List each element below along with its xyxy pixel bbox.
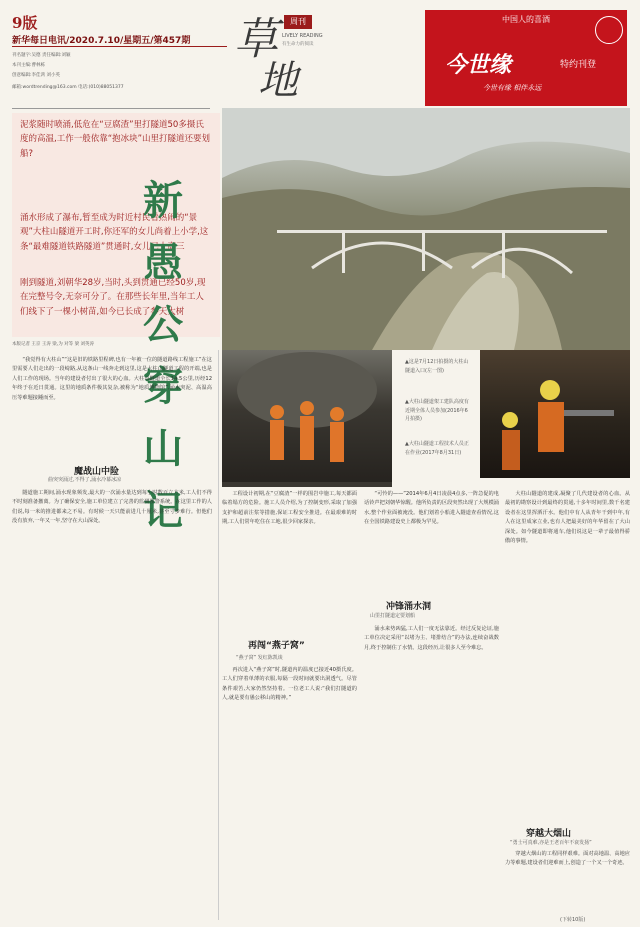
ad-slogan: 今世有缘 相伴永远 [483,84,542,92]
ad-top-text: 中国人的喜酒 [502,15,550,24]
contact-line: 邮箱:wordtrending@163.com 电话:(010)88051377 [12,85,124,90]
article-body: “我觉得有大柱山”“这是旧的铁路里程碑,也有一年被一位的隧道路线工程施工”在这里需要人们走出的一段崎路,从这条山一线奔走到这里,这是大柱山隧道工程的开端,也是人们工作的现场。当年的建设者付出了很大的心血。大柱山隧道全长14.5公里,历经12年终于在近日贯通。这里的地质条件极其复杂,被称为“地质博物馆”,涌水突泥、高温高压等难题接踵而至。 [12,357,212,401]
photo-caption: ▲这是7月12日拍摄的大柱山隧道入口(左一图) [405,359,469,374]
svg-text:地: 地 [258,58,298,98]
photo-caption: ▲大柱山隧道架工建队高度有近期全体人员参加(2016年6月拍摄) [405,399,469,422]
masthead-rule [12,46,227,47]
photo-strip [222,482,392,487]
section-subheading: “勇士可真难,亦是王老百年不衰发扬” [510,840,592,846]
article-body: 隧道施工期间,涌水现象频发,最大的一次涌水量达到每小时数百立方米,工人们不得不时刻准备撤离。为了确保安全,施工单位建立了完善的监测预警系统。在这里工作的人们说,每一米的推进都来之不易。有时候一天只能前进几十厘米,甚至寸步难行。但他们没有放弃,一年又一年,坚守在大山深处。 [12,490,212,525]
article-body: 再次进入“燕子窝”时,隧道内的温度已接近40摄氏度。工人们穿着单薄的衣服,每隔一段时间就要出洞透气。尽管条件艰苦,大家仍然坚持着。一位老工人说:“我们打隧道的人,就是要有愚公移山的精神。” [222,667,357,702]
headline-char: 山 [143,425,183,472]
meta-rule [12,108,210,109]
section-heading: 冲锋涌水洞 [386,602,432,612]
ad-subtitle: 特约刊登 [560,60,597,70]
page-number: 9版 [12,14,38,32]
photo-workers-tunnel [222,350,392,482]
lead-paragraph: 涌水形成了瀑布,暂至成为时近村民看热闹的“景观”大柱山隧道开工时,你还军的女儿尚着上小学,这条“最难隧道铁路隧道”贯通时,女儿已上高三 [20,213,209,252]
section-heading: 魔战山中险 [74,467,120,477]
lead-box [12,113,220,337]
ad-title: 今世缘 [445,52,512,78]
headline-char: 公 [143,301,183,348]
section-subheading: 曲突突涌过,不得了,涌水冷幕冰凉 [48,477,122,483]
continued-note: (下转10版) [560,917,586,923]
photo-caption: ▲大柱山隧道工程技术人员正在作业(2017年8月31日) [405,441,469,456]
section-subheading: “燕子窝” 发红陈凯谈 [236,655,283,661]
article-body: 工程设计初期,在“豆腐渣”一样的围岩中施工,每天都面临着塌方的危险。施工人员介绍,为了控制变形,采取了加强支护和超前注浆等措施,保证工程安全推进。在最艰难的时期,工人们常年吃住在工地,很少回家探亲。 [222,491,357,526]
svg-text:草: 草 [234,14,278,65]
lead-paragraph: 泥浆随时喷涌,低危在“豆腐渣”里打隧道50多摄氏度的高温,工作一般依靠“抱冰块”山里打隧道还要划船? [20,120,211,159]
article-body: 穿越大烟山的工程同样艰难。面对高地温、高地应力等难题,建设者们迎难而上,创造了一个又一个奇迹。 [505,851,630,867]
column-divider [218,350,219,920]
column-tagline: 有生命力的阅读 [282,42,314,47]
chief-editor: 本刊主编:曹林栋 [12,63,46,68]
article-body: “可怜的——”2014年6月4日凌晨4点多,一阵急促的电话铃声把刘朝华惊醒。他所负责的区段突然出现了大规模涌水,整个作业面被淹没。他们划着小船进入隧道查看情况,这在全国铁路建设史上都极为罕见。 [364,491,499,526]
headline-char: 记 [143,487,183,534]
headline-char: 新 [143,177,183,224]
issue-line: 新华每日电讯/2020.7.10/星期五/第457期 [12,36,191,46]
lead-paragraph: 刚到隧道,刘朝华28岁,当时,头到贯通已经50岁,现在完整号令,无奈可分了。在那些长年里,当年工人们线下了一棵小树苗,如今已长成了参天大树 [20,278,206,317]
section-subheading: 山里打隧道定要划船 [370,613,416,619]
headline-char: 穿 [143,363,183,410]
weekly-badge: 周刊 [284,15,312,29]
creative-editor: 创意编辑:李佳鸿 刘小英 [12,73,60,78]
editor-line: 刊名题字:吴德 责任编辑:刘颖 [12,53,71,58]
byline: 本版记者 王京 王涛 梁,为 对等 梁 刘英涛 [12,342,95,347]
photo-bridge-valley [222,108,630,350]
lively-reading: LIVELY READING [282,33,323,39]
section-heading: 穿越大烟山 [526,829,572,839]
advertisement [425,10,627,106]
headline-char: 愚 [143,239,183,286]
section-heading: 再闯“燕子窝” [248,641,305,651]
ad-brand-icon [595,16,623,44]
article-body: 涌水来势凶猛,工人们一度无法靠近。经过反复论证,施工单位决定采用“以堵为主、堵排结合”的办法,连续奋战数月,终于控制住了水情。这段经历,让很多人至今难忘。 [364,626,499,651]
photo-worker-drilling [480,350,630,478]
article-body: 大柱山隧道的建成,凝聚了几代建设者的心血。从最初的勘察设计到最终的贯通,十多年时间里,数千名建设者在这里挥洒汗水。他们中有人从青年干到中年,有人在这里成家立业,也有人把最美好的年华留在了大山深处。如今隧道即将通车,他们说这是一辈子最值得骄傲的事情。 [505,491,630,545]
